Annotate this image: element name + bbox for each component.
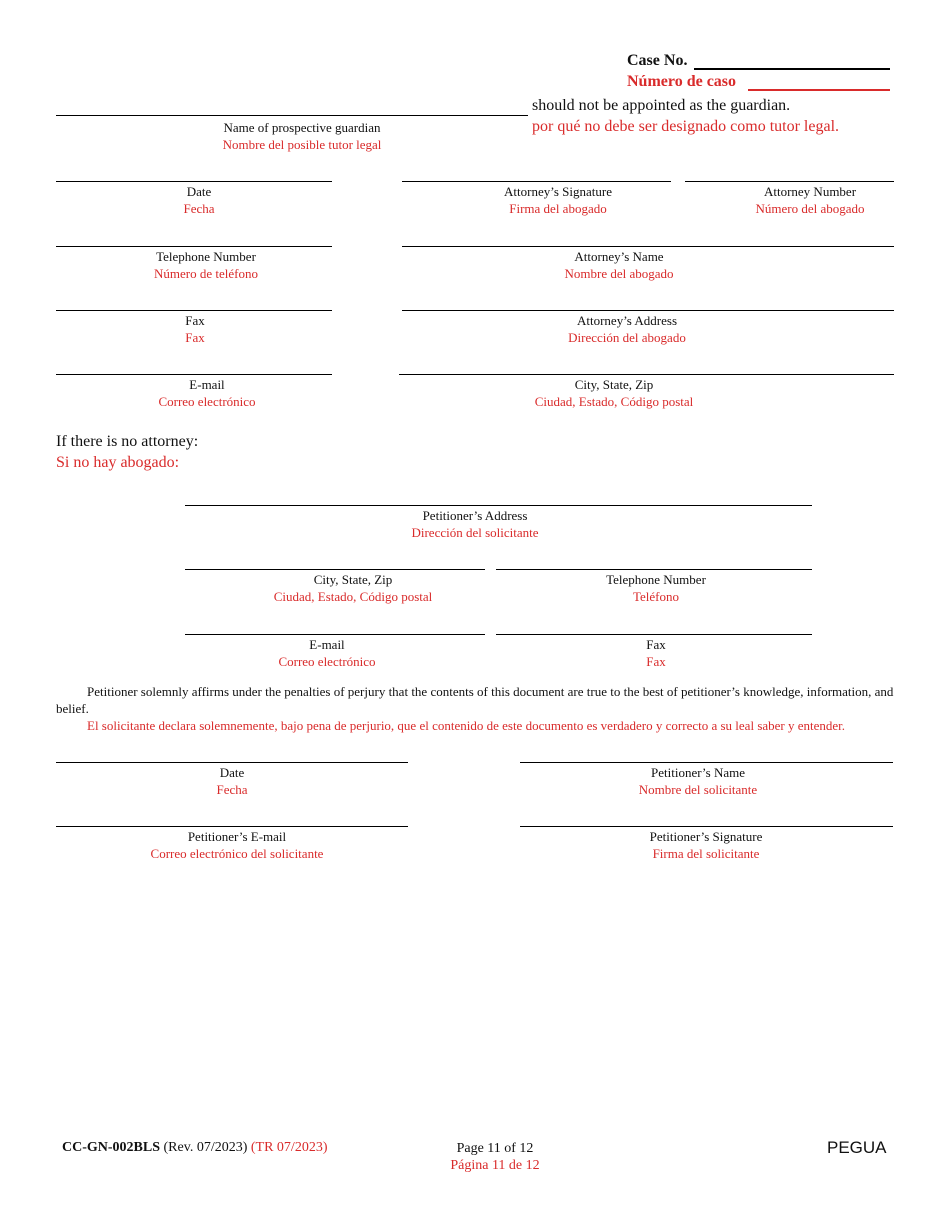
- petitioner-address-field[interactable]: [185, 505, 812, 506]
- petitioner-name-label: Petitioner’s Name Nombre del solicitante: [638, 765, 758, 797]
- case-no-field[interactable]: [694, 68, 890, 70]
- attorney-email-label: E-mail Correo electrónico: [158, 377, 256, 409]
- attorney-name-field[interactable]: [402, 246, 894, 247]
- petitioner-email-signature-field[interactable]: [56, 826, 408, 827]
- attorney-date-field[interactable]: [56, 181, 332, 182]
- guardian-name-field[interactable]: [56, 115, 528, 116]
- attorney-signature-label: Attorney’s Signature Firma del abogado: [504, 184, 612, 216]
- form-revision: (Rev. 07/2023): [163, 1140, 248, 1155]
- petitioner-phone-label: Telephone Number Teléfono: [606, 572, 706, 604]
- form-translation-revision: (TR 07/2023): [250, 1140, 328, 1155]
- petitioner-signature-field[interactable]: [520, 826, 893, 827]
- attorney-address-label: Attorney’s Address Dirección del abogado: [568, 313, 686, 345]
- petitioner-signature-label: Petitioner’s Signature Firma del solicitante: [649, 829, 763, 861]
- guardian-statement-es: por qué no debe ser designado como tutor legal.: [532, 118, 840, 135]
- case-no-label: Case No.: [627, 52, 688, 69]
- attorney-phone-label: Telephone Number Número de teléfono: [154, 249, 258, 281]
- footer-form-id: [62, 1140, 327, 1156]
- attorney-number-field[interactable]: [685, 181, 894, 182]
- case-no-label-es: Número de caso: [627, 73, 737, 90]
- petitioner-phone-field[interactable]: [496, 569, 812, 570]
- attorney-date-label: Date Fecha: [183, 184, 215, 216]
- petitioner-email-label: E-mail Correo electrónico: [278, 637, 376, 669]
- signature-date-label: Date Fecha: [216, 765, 248, 797]
- affirmation-text-es: El solicitante declara solemnemente, bajo pena de perjurio, que el contenido de este documento es verdadero y correcto a su leal saber y entender.: [87, 718, 846, 733]
- attorney-email-field[interactable]: [56, 374, 332, 375]
- page-number: Page 11 of 12 Página 11 de 12: [450, 1141, 540, 1173]
- signature-date-field[interactable]: [56, 762, 408, 763]
- guardian-name-label: Name of prospective guardian Nombre del posible tutor legal: [222, 120, 382, 152]
- petitioner-name-field[interactable]: [520, 762, 893, 763]
- no-attorney-heading: If there is no attorney:: [56, 433, 199, 450]
- affirmation-text: Petitioner solemnly affirms under the penalties of perjury that the contents of this document are true to the best of petitioner’s knowledge, information, and belief.: [56, 684, 894, 716]
- petitioner-city-label: City, State, Zip Ciudad, Estado, Código postal: [273, 572, 433, 604]
- petitioner-email-field[interactable]: [185, 634, 485, 635]
- attorney-fax-label: Fax Fax: [185, 313, 205, 345]
- petitioner-email-signature-label: Petitioner’s E-mail Correo electrónico del solicitante: [150, 829, 324, 861]
- attorney-city-field[interactable]: [399, 374, 894, 375]
- language-code: PEGUA: [827, 1138, 887, 1157]
- attorney-city-label: City, State, Zip Ciudad, Estado, Código postal: [534, 377, 694, 409]
- attorney-number-label: Attorney Number Número del abogado: [755, 184, 865, 216]
- guardian-statement: should not be appointed as the guardian.: [532, 97, 791, 114]
- attorney-name-label: Attorney’s Name Nombre del abogado: [564, 249, 674, 281]
- attorney-fax-field[interactable]: [56, 310, 332, 311]
- petitioner-fax-label: Fax Fax: [646, 637, 666, 669]
- no-attorney-heading-es: Si no hay abogado:: [56, 454, 180, 471]
- case-no-field-es[interactable]: [748, 89, 890, 91]
- petitioner-city-field[interactable]: [185, 569, 485, 570]
- form-id: CC-GN-002BLS: [62, 1140, 161, 1155]
- petitioner-fax-field[interactable]: [496, 634, 812, 635]
- attorney-phone-field[interactable]: [56, 246, 332, 247]
- attorney-signature-field[interactable]: [402, 181, 671, 182]
- petitioner-address-label: Petitioner’s Address Dirección del solicitante: [411, 508, 539, 540]
- attorney-address-field[interactable]: [402, 310, 894, 311]
